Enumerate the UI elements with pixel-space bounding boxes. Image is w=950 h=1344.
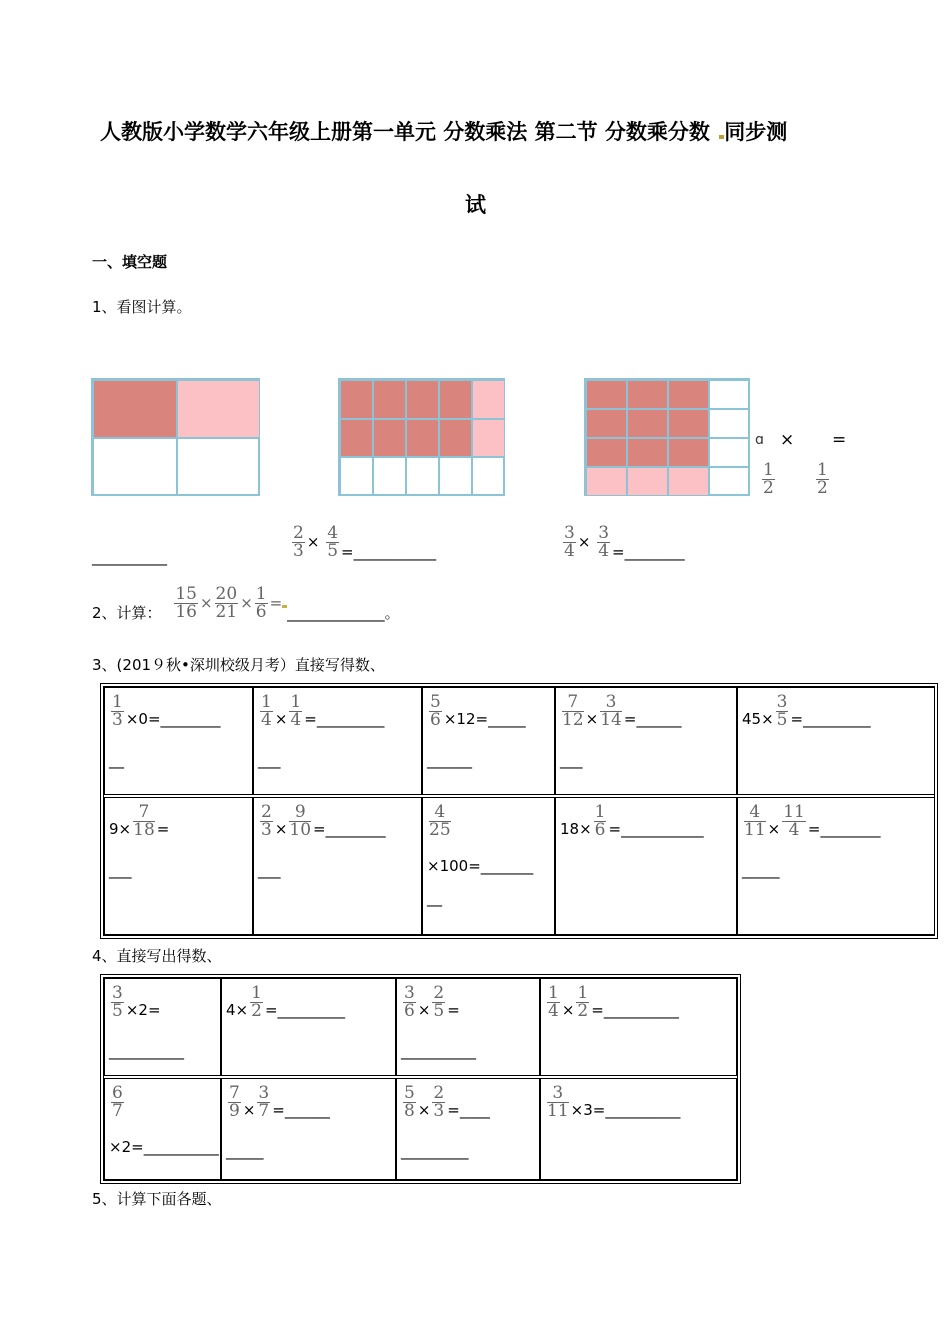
denominator: 2 <box>817 478 828 498</box>
denominator: 4 <box>598 541 610 561</box>
fraction <box>133 804 155 839</box>
grid-cell <box>439 419 472 458</box>
cell-equals: = <box>264 1001 278 1019</box>
fraction <box>547 1085 569 1120</box>
answer-blank[interactable]: ______ <box>636 710 682 728</box>
numerator: 3 <box>776 692 788 712</box>
numerator: 1 <box>594 802 606 822</box>
numerator: 3 <box>598 523 610 543</box>
cell-operator: × <box>561 1001 575 1019</box>
table-cell <box>253 797 422 935</box>
denominator: 6 <box>594 820 606 840</box>
numerator: 2 <box>433 1083 445 1103</box>
answer-blank[interactable]: _________ <box>316 710 385 728</box>
cell-equals: = <box>623 710 637 728</box>
table-cell <box>253 687 422 795</box>
denominator: 7 <box>258 1101 270 1121</box>
numerator: 2 <box>261 802 272 822</box>
grid-cell <box>586 467 627 496</box>
fig3-fraction-b <box>814 462 831 497</box>
denominator: 4 <box>564 541 575 561</box>
answer-blank[interactable]: _____________ <box>287 604 385 622</box>
answer-blank[interactable]: _________ <box>803 710 871 728</box>
cell-operator: × <box>585 710 599 728</box>
cell-prefix: 9× <box>109 820 132 838</box>
fraction <box>257 1085 270 1120</box>
denominator: 12 <box>562 710 584 730</box>
operator: × <box>577 533 591 551</box>
answer-blank[interactable]: =________ <box>612 543 685 561</box>
table-cell <box>104 978 221 1076</box>
numerator: 4 <box>327 523 339 543</box>
numerator: 5 <box>404 1083 415 1103</box>
numerator: 4 <box>429 804 451 822</box>
denominator: 8 <box>404 1101 415 1121</box>
answer-blank[interactable]: ____ <box>459 1101 490 1119</box>
numerator: 11 <box>783 802 805 822</box>
cell-operator: × <box>274 710 288 728</box>
answer-blank[interactable]: ___________ <box>621 820 704 838</box>
table-cell <box>104 797 253 935</box>
numerator: 1 <box>548 983 559 1003</box>
answer-blank[interactable]: ________ <box>160 710 221 728</box>
answer-blank[interactable]: ___ <box>560 751 583 769</box>
grid-cell <box>586 438 627 467</box>
answer-blank[interactable]: _____ <box>488 710 526 728</box>
grid-cell <box>627 380 668 409</box>
numerator: 5 <box>430 692 441 712</box>
denominator: 14 <box>600 710 622 730</box>
answer-blank[interactable]: ________ <box>820 820 881 838</box>
numerator: 7 <box>229 1083 240 1103</box>
denominator: 4 <box>548 1001 559 1021</box>
table-cell <box>555 797 737 935</box>
fraction <box>562 694 584 729</box>
denominator: 11 <box>547 1101 569 1121</box>
table-cell <box>540 1078 737 1180</box>
numerator: 2 <box>293 523 304 543</box>
table-cell <box>396 978 540 1076</box>
denominator: 4 <box>788 820 800 840</box>
fraction <box>782 804 806 839</box>
title-part-2: 同步测 <box>724 120 788 144</box>
fraction <box>432 985 445 1020</box>
answer-blank[interactable]: __________ <box>143 1138 219 1156</box>
cell-equals: = <box>790 710 804 728</box>
numerator: 2 <box>433 983 445 1003</box>
table-cell <box>422 797 555 935</box>
numerator: 3 <box>547 1085 569 1103</box>
answer-blank[interactable]: __________ <box>109 1042 184 1060</box>
grid-cell <box>406 380 439 419</box>
answer-blank[interactable]: ___ <box>109 861 132 879</box>
denominator: 6 <box>255 602 267 622</box>
fig3-glyph: ɑ <box>755 432 764 448</box>
answer-blank[interactable]: __ <box>109 751 124 769</box>
grid-cell <box>439 380 472 419</box>
fig3-equals: = <box>832 430 847 450</box>
fraction <box>289 804 311 839</box>
fraction <box>111 1085 124 1120</box>
fraction <box>260 804 273 839</box>
numerator: 6 <box>112 1083 123 1103</box>
numerator: 3 <box>600 694 622 712</box>
answer-blank[interactable]: ________ <box>325 820 386 838</box>
title-part-1: 人教版小学数学六年级上册第一单元 分数乘法 第二节 分数乘分数 <box>100 120 718 144</box>
table-cell <box>540 978 737 1076</box>
numerator: 1 <box>290 692 302 712</box>
denominator: 4 <box>261 710 272 730</box>
fraction <box>547 985 560 1020</box>
figure-1-grid <box>91 378 260 496</box>
denominator: 4 <box>290 710 302 730</box>
denominator: 6 <box>430 710 441 730</box>
denominator: 3 <box>112 710 123 730</box>
figure-2-grid <box>338 378 505 496</box>
grid-cell <box>373 380 406 419</box>
answer-2-expression <box>290 525 436 561</box>
grid-cell <box>709 467 750 496</box>
fraction <box>744 804 766 839</box>
denominator: 7 <box>112 1101 123 1121</box>
answer-blank[interactable]: _________ <box>277 1001 346 1019</box>
grid-cell <box>586 380 627 409</box>
answer-blank[interactable]: =___________ <box>341 543 437 561</box>
fig3-fraction-a <box>760 462 777 497</box>
fraction <box>776 694 789 729</box>
denominator: 3 <box>261 820 272 840</box>
question-5-label: 5、计算下面各题、 <box>92 1190 222 1208</box>
denominator: 9 <box>229 1101 240 1121</box>
answer-3-expression <box>561 525 685 561</box>
equals: = <box>269 594 283 612</box>
grid-cell <box>439 457 472 496</box>
fraction <box>576 985 589 1020</box>
grid-cell <box>373 419 406 458</box>
table-cell <box>737 687 935 795</box>
grid-cell <box>709 409 750 438</box>
answer-blank[interactable]: _____ <box>742 861 780 879</box>
cell-equals: = <box>608 820 622 838</box>
cell-operator: ×3= <box>570 1101 606 1119</box>
numerator: 1 <box>763 460 774 480</box>
numerator: 9 <box>289 804 311 822</box>
question-3-label: 3、(201９秋•深圳校级月考）直接写得数、 <box>92 656 385 674</box>
cell-operator: ×0= <box>125 710 161 728</box>
cell-operator: × <box>417 1101 431 1119</box>
grid-cell <box>709 380 750 409</box>
grid-cell <box>668 467 709 496</box>
grid-cell <box>93 438 177 496</box>
fig3-times: × <box>780 430 795 450</box>
page-title-line2: 试 <box>465 193 486 217</box>
operator: × <box>306 533 320 551</box>
answer-blank[interactable]: __ <box>427 889 442 907</box>
fraction <box>594 804 607 839</box>
table-cell <box>104 687 253 795</box>
question-4-label: 4、直接写出得数、 <box>92 947 222 965</box>
fraction <box>228 1085 241 1120</box>
grid-cell <box>668 409 709 438</box>
numerator: 3 <box>112 983 123 1003</box>
numerator: 20 <box>215 584 238 604</box>
fraction <box>111 985 124 1020</box>
cell-prefix: 4× <box>226 1001 249 1019</box>
denominator: 5 <box>433 1001 445 1021</box>
answer-blank[interactable]: __________ <box>401 1042 476 1060</box>
cell-equals: = <box>447 1001 460 1019</box>
grid-cell <box>586 409 627 438</box>
denominator: 16 <box>175 602 197 622</box>
answer-blank[interactable]: __________ <box>603 1001 679 1019</box>
numerator: 1 <box>255 584 267 604</box>
question-2 <box>92 586 400 623</box>
question-2-label: 2、计算： <box>92 604 162 622</box>
grid-cell <box>177 380 260 438</box>
numerator: 1 <box>577 983 589 1003</box>
fraction <box>600 694 622 729</box>
cell-prefix: 45× <box>742 710 774 728</box>
cell-operator: × <box>242 1101 256 1119</box>
numerator: 1 <box>261 692 272 712</box>
numerator: 1 <box>112 692 123 712</box>
cell-equals: = <box>313 820 326 838</box>
page-title <box>100 116 787 146</box>
denominator: 3 <box>433 1101 445 1121</box>
grid-cell <box>373 457 406 496</box>
answer-blank[interactable]: ______ <box>427 751 472 769</box>
grid-cell <box>340 457 373 496</box>
grid-cell <box>709 438 750 467</box>
figure-3-grid <box>584 378 750 496</box>
table-cell <box>221 978 396 1076</box>
grid-cell <box>406 419 439 458</box>
section-heading: 一、填空题 <box>92 253 168 271</box>
numerator: 15 <box>175 584 197 604</box>
grid-cell <box>627 467 668 496</box>
cell-equals: = <box>447 1101 460 1119</box>
denominator: 2 <box>251 1001 262 1021</box>
period: 。 <box>384 604 400 622</box>
fraction <box>250 985 263 1020</box>
fraction <box>403 1085 416 1120</box>
cell-operator: ×12= <box>443 710 489 728</box>
table-cell <box>396 1078 540 1180</box>
numerator: 4 <box>744 804 766 822</box>
grid-cell <box>627 438 668 467</box>
denominator: 5 <box>327 541 339 561</box>
cell-equals: = <box>591 1001 604 1019</box>
fraction <box>289 694 302 729</box>
grid-cell <box>668 380 709 409</box>
denominator: 10 <box>289 820 312 840</box>
denominator: 25 <box>429 820 451 840</box>
grid-cell <box>406 457 439 496</box>
fraction <box>403 985 416 1020</box>
grid-cell <box>627 409 668 438</box>
grid-cell <box>472 380 505 419</box>
table-cell <box>737 797 935 935</box>
cell-equals: = <box>807 820 821 838</box>
question-1-label: 1、看图计算。 <box>92 298 192 316</box>
cell-operator: × <box>767 820 781 838</box>
denominator: 5 <box>776 710 788 730</box>
grid-cell <box>177 438 260 496</box>
grid-cell <box>668 438 709 467</box>
answer-blank[interactable]: __________ <box>605 1101 681 1119</box>
grid-cell <box>472 457 505 496</box>
cell-operator: × <box>274 820 288 838</box>
table-cell <box>422 687 555 795</box>
answer-blank[interactable]: _____ <box>226 1142 264 1160</box>
denominator: 3 <box>293 541 304 561</box>
answer-blank[interactable]: ___ <box>258 861 281 879</box>
cell-equals: = <box>272 1101 285 1119</box>
fraction <box>429 694 442 729</box>
answer-blank[interactable]: ___ <box>258 751 281 769</box>
fraction <box>111 694 124 729</box>
table-cell <box>221 1078 396 1180</box>
grid-cell <box>340 380 373 419</box>
numerator: 1 <box>817 460 828 480</box>
denominator: 21 <box>215 602 238 622</box>
cell-prefix: 18× <box>560 820 592 838</box>
denominator: 5 <box>112 1001 123 1021</box>
grid-cell <box>340 419 373 458</box>
denominator: 2 <box>763 478 774 498</box>
table-cell <box>555 687 737 795</box>
numerator: 3 <box>404 983 415 1003</box>
fraction <box>432 1085 445 1120</box>
grid-cell <box>472 419 505 458</box>
fraction <box>260 694 273 729</box>
numerator: 3 <box>564 523 575 543</box>
answer-1-blank[interactable]: __________ <box>92 548 167 566</box>
numerator: 1 <box>251 983 262 1003</box>
operator: × <box>199 594 213 612</box>
numerator: 7 <box>562 694 584 712</box>
cell-equals: = <box>156 820 170 838</box>
answer-blank[interactable]: _______ <box>480 857 534 875</box>
answer-blank[interactable]: _________ <box>401 1142 469 1160</box>
denominator: 6 <box>404 1001 415 1021</box>
numerator: 7 <box>133 804 155 822</box>
operator: × <box>240 594 253 612</box>
cell-operator: ×2= <box>109 1138 144 1156</box>
table-cell <box>104 1078 221 1180</box>
cell-operator: ×2= <box>125 1001 161 1019</box>
fraction <box>429 804 451 839</box>
cell-operator: ×100= <box>427 857 481 875</box>
cell-equals: = <box>304 710 317 728</box>
answer-blank[interactable]: ______ <box>284 1101 330 1119</box>
denominator: 2 <box>577 1001 589 1021</box>
numerator: 3 <box>258 1083 270 1103</box>
cell-operator: × <box>417 1001 431 1019</box>
grid-cell <box>93 380 177 438</box>
denominator: 18 <box>133 820 155 840</box>
denominator: 11 <box>744 820 766 840</box>
